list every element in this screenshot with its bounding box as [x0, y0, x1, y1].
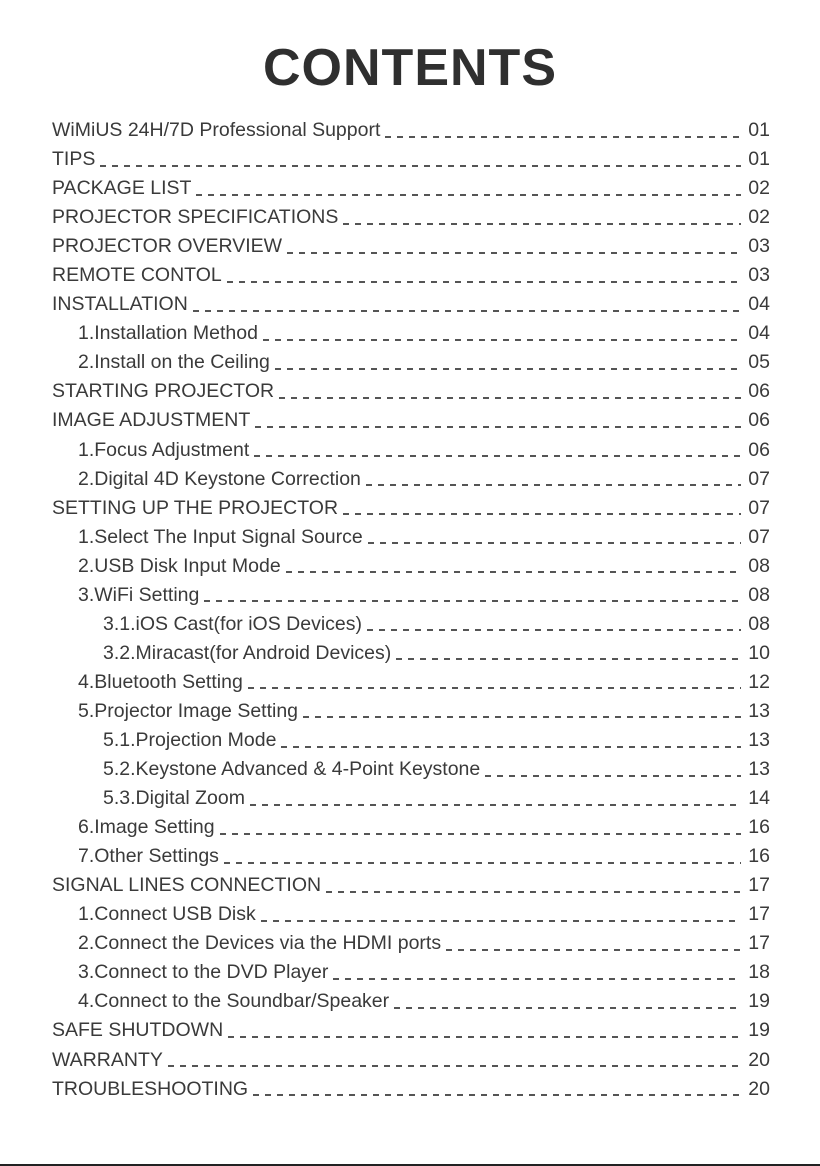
toc-entry-page-number: 14 — [748, 787, 770, 810]
toc-entry-label: SETTING UP THE PROJECTOR — [52, 496, 339, 519]
toc-entry-page-number: 12 — [748, 670, 770, 693]
toc-entry-page-number: 03 — [748, 235, 770, 258]
dot-leader — [303, 716, 741, 718]
dot-leader — [281, 746, 741, 748]
toc-entry-label: 1.Installation Method — [78, 322, 258, 345]
toc-entry[interactable] — [52, 1016, 770, 1045]
toc-entry-label: 2.USB Disk Input Mode — [78, 554, 281, 577]
toc-entry[interactable] — [52, 116, 770, 145]
toc-entry-page-number: 08 — [748, 612, 770, 635]
toc-entry[interactable] — [52, 436, 770, 465]
toc-entry-label: INSTALLATION — [52, 293, 188, 316]
dot-leader — [326, 891, 741, 893]
dot-leader — [287, 252, 741, 254]
dot-leader — [394, 1007, 741, 1009]
toc-entry-page-number: 10 — [748, 641, 770, 664]
toc-entry[interactable] — [52, 465, 770, 494]
toc-entry[interactable] — [52, 406, 770, 435]
toc-entry[interactable] — [52, 958, 770, 987]
dot-leader — [396, 658, 741, 660]
dot-leader — [385, 136, 741, 138]
table-of-contents — [52, 116, 770, 1104]
dot-leader — [168, 1065, 741, 1067]
dot-leader — [261, 920, 741, 922]
toc-entry-label: TROUBLESHOOTING — [52, 1077, 249, 1100]
toc-entry-label: SIGNAL LINES CONNECTION — [52, 874, 322, 897]
toc-entry-label: PROJECTOR OVERVIEW — [52, 235, 283, 258]
toc-entry-page-number: 06 — [748, 380, 770, 403]
toc-entry-label: 1.Focus Adjustment — [78, 438, 250, 461]
dot-leader — [254, 455, 741, 457]
toc-entry-page-number: 13 — [748, 699, 770, 722]
toc-entry-label: PACKAGE LIST — [52, 177, 192, 200]
dot-leader — [446, 949, 741, 951]
toc-entry-page-number: 19 — [748, 1019, 770, 1042]
toc-entry-page-number: 13 — [748, 758, 770, 781]
toc-entry[interactable] — [52, 726, 770, 755]
toc-entry[interactable] — [52, 290, 770, 319]
toc-entry[interactable] — [52, 552, 770, 581]
dot-leader — [253, 1094, 741, 1096]
toc-entry[interactable] — [52, 813, 770, 842]
toc-entry[interactable] — [52, 929, 770, 958]
dot-leader — [196, 194, 741, 196]
toc-entry-label: 1.Select The Input Signal Source — [78, 525, 363, 548]
toc-entry-page-number: 07 — [748, 467, 770, 490]
dot-leader — [485, 775, 741, 777]
toc-entry-label: 4.Bluetooth Setting — [78, 670, 243, 693]
page-title: CONTENTS — [263, 39, 557, 97]
toc-entry[interactable] — [52, 755, 770, 784]
toc-entry-page-number: 20 — [748, 1077, 770, 1100]
toc-entry-page-number: 16 — [748, 816, 770, 839]
toc-entry-label: 4.Connect to the Soundbar/Speaker — [78, 990, 390, 1013]
toc-entry-label: 3.2.Miracast(for Android Devices) — [103, 641, 392, 664]
dot-leader — [343, 223, 741, 225]
toc-entry-page-number: 16 — [748, 845, 770, 868]
toc-entry[interactable] — [52, 377, 770, 406]
toc-entry[interactable] — [52, 348, 770, 377]
dot-leader — [286, 571, 741, 573]
dot-leader — [193, 310, 741, 312]
dot-leader — [255, 426, 741, 428]
dot-leader — [100, 165, 741, 167]
toc-entry-label: 1.Connect USB Disk — [78, 903, 256, 926]
dot-leader — [224, 862, 741, 864]
toc-entry-page-number: 04 — [748, 293, 770, 316]
toc-entry-page-number: 17 — [748, 903, 770, 926]
dot-leader — [227, 281, 741, 283]
toc-entry-label: 3.WiFi Setting — [78, 583, 200, 606]
toc-entry-label: 5.2.Keystone Advanced & 4-Point Keystone — [103, 758, 481, 781]
toc-entry[interactable] — [52, 610, 770, 639]
toc-entry[interactable] — [52, 697, 770, 726]
toc-entry-page-number: 04 — [748, 322, 770, 345]
toc-entry[interactable] — [52, 842, 770, 871]
toc-entry-page-number: 08 — [748, 583, 770, 606]
dot-leader — [368, 542, 741, 544]
toc-entry[interactable] — [52, 784, 770, 813]
toc-entry-label: PROJECTOR SPECIFICATIONS — [52, 206, 339, 229]
toc-entry[interactable] — [52, 523, 770, 552]
toc-entry-label: 5.3.Digital Zoom — [103, 787, 245, 810]
toc-entry-page-number: 17 — [748, 932, 770, 955]
toc-entry-label: 2.Digital 4D Keystone Correction — [78, 467, 361, 490]
toc-entry-page-number: 07 — [748, 496, 770, 519]
toc-entry-label: 5.Projector Image Setting — [78, 699, 299, 722]
toc-entry-label: 7.Other Settings — [78, 845, 219, 868]
toc-entry-page-number: 02 — [748, 177, 770, 200]
dot-leader — [204, 600, 741, 602]
toc-entry-page-number: 03 — [748, 264, 770, 287]
toc-entry[interactable] — [52, 639, 770, 668]
toc-entry-page-number: 07 — [748, 525, 770, 548]
toc-entry-page-number: 06 — [748, 409, 770, 432]
toc-entry[interactable] — [52, 174, 770, 203]
toc-entry-page-number: 02 — [748, 206, 770, 229]
toc-entry[interactable] — [52, 319, 770, 348]
dot-leader — [248, 687, 741, 689]
toc-entry[interactable] — [52, 232, 770, 261]
dot-leader — [343, 513, 741, 515]
dot-leader — [250, 804, 741, 806]
dot-leader — [263, 339, 741, 341]
dot-leader — [220, 833, 741, 835]
toc-entry-label: WARRANTY — [52, 1048, 163, 1071]
toc-entry[interactable] — [52, 261, 770, 290]
toc-entry-page-number: 18 — [748, 961, 770, 984]
toc-entry[interactable] — [52, 145, 770, 174]
toc-entry[interactable] — [52, 494, 770, 523]
dot-leader — [367, 629, 741, 631]
toc-entry-label: 3.1.iOS Cast(for iOS Devices) — [103, 612, 362, 635]
toc-entry[interactable] — [52, 581, 770, 610]
toc-entry[interactable] — [52, 987, 770, 1016]
toc-entry-page-number: 17 — [748, 874, 770, 897]
toc-entry-page-number: 05 — [748, 351, 770, 374]
toc-entry-label: STARTING PROJECTOR — [52, 380, 275, 403]
toc-entry[interactable] — [52, 203, 770, 232]
toc-entry-page-number: 20 — [748, 1048, 770, 1071]
toc-entry[interactable] — [52, 871, 770, 900]
toc-entry-page-number: 08 — [748, 554, 770, 577]
toc-entry-page-number: 19 — [748, 990, 770, 1013]
toc-entry[interactable] — [52, 900, 770, 929]
toc-entry-label: REMOTE CONTOL — [52, 264, 222, 287]
toc-entry-label: SAFE SHUTDOWN — [52, 1019, 224, 1042]
toc-entry-label: 6.Image Setting — [78, 816, 215, 839]
toc-entry-label: IMAGE ADJUSTMENT — [52, 409, 251, 432]
toc-entry-label: 3.Connect to the DVD Player — [78, 961, 329, 984]
dot-leader — [366, 484, 741, 486]
toc-entry-label: 2.Connect the Devices via the HDMI ports — [78, 932, 442, 955]
dot-leader — [333, 978, 741, 980]
toc-entry-page-number: 01 — [748, 119, 770, 142]
toc-entry[interactable] — [52, 668, 770, 697]
dot-leader — [279, 397, 741, 399]
dot-leader — [275, 368, 741, 370]
toc-entry-label: TIPS — [52, 148, 96, 171]
toc-entry-page-number: 01 — [748, 148, 770, 171]
toc-entry-label: 2.Install on the Ceiling — [78, 351, 270, 374]
toc-entry-label: WiMiUS 24H/7D Professional Support — [52, 119, 381, 142]
toc-entry-page-number: 06 — [748, 438, 770, 461]
dot-leader — [228, 1036, 741, 1038]
toc-entry-page-number: 13 — [748, 729, 770, 751]
toc-entry[interactable] — [52, 1075, 770, 1104]
toc-entry[interactable] — [52, 1046, 770, 1075]
toc-entry-label: 5.1.Projection Mode — [103, 729, 277, 751]
